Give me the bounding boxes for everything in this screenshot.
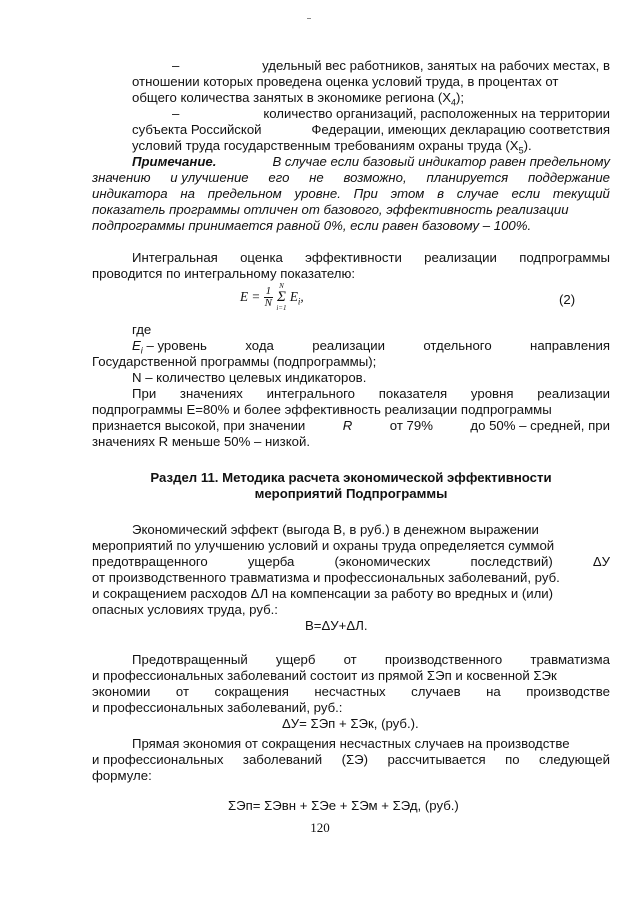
- formula-2: [240, 282, 304, 318]
- text: признается высокой, при значении: [92, 418, 306, 433]
- text: В случае если базовый индикатор равен предельному: [272, 154, 610, 169]
- word: от: [175, 684, 190, 699]
- text: субъекта Российской: [132, 122, 262, 137]
- word: травматизма: [530, 652, 610, 667]
- word: ущерба: [247, 554, 295, 569]
- word: Предотвращенный: [132, 652, 248, 667]
- text: удельный вес работников, занятых на рабочих местах, в: [262, 58, 610, 73]
- word: показателя: [378, 386, 448, 401]
- subscript: 5: [518, 145, 524, 156]
- effect-line3: [92, 554, 610, 570]
- word: планируется: [426, 170, 509, 185]
- sum-upper: N: [279, 282, 284, 290]
- subscript: 4: [451, 97, 457, 108]
- direct-formula: ΣЭп= ΣЭвн + ΣЭе + ΣЭм + ΣЭд, (руб.): [228, 798, 459, 813]
- note-line2: [92, 170, 610, 186]
- word: При: [353, 186, 378, 201]
- word: индикатора: [92, 186, 168, 201]
- word: (ΣЭ): [341, 752, 368, 767]
- text: ,: [300, 289, 304, 304]
- formula-number: (2): [559, 292, 576, 307]
- word: случае: [456, 186, 499, 201]
- text: до 50% – средней, при: [470, 418, 610, 433]
- word: и улучшение: [170, 170, 249, 185]
- sum-lower: i=1: [276, 304, 287, 312]
- word: заболеваний: [242, 752, 323, 767]
- word: При: [132, 386, 157, 401]
- note-line3: [92, 186, 610, 202]
- word: отдельного: [423, 338, 492, 353]
- r-line3: [92, 418, 610, 434]
- effect-line1: Экономический эффект (выгода В, в руб.) в денежном выражении: [132, 522, 539, 537]
- word: на: [180, 186, 195, 201]
- integral-line1: [132, 250, 610, 266]
- r-line4: значениях R меньше 50% – низкой.: [92, 434, 310, 449]
- effect-line2: мероприятий по улучшению условий и охраны труда определяется суммой: [92, 538, 555, 553]
- word: несчастных: [314, 684, 386, 699]
- where-label: где: [132, 322, 152, 337]
- text: Федерации, имеющих декларацию соответствия: [311, 122, 610, 137]
- effect-line4: от производственного травматизма и профессиональных заболеваний, руб.: [92, 570, 560, 585]
- word: (экономических: [334, 554, 431, 569]
- word: предотвращенного: [92, 554, 208, 569]
- prevented-line1: [132, 652, 610, 668]
- word: уровня: [470, 386, 514, 401]
- word: в: [437, 186, 445, 201]
- sum-sign: N Σ i=1: [276, 282, 287, 312]
- integral-line2: проводится по интегральному показателю:: [92, 266, 356, 281]
- word: если: [511, 186, 541, 201]
- p2-line2: [132, 122, 610, 138]
- word: направления: [530, 338, 610, 353]
- direct-line3: формуле:: [92, 768, 152, 783]
- p2-line3: [132, 138, 532, 154]
- word: случаев: [411, 684, 461, 699]
- word: следующей: [539, 752, 610, 767]
- formula-lhs: E =: [240, 289, 261, 304]
- scan-mark: [307, 18, 311, 19]
- r-line2: подпрограммы E=80% и более эффективность реализации подпрограммы: [92, 402, 552, 417]
- word: реализации: [537, 386, 610, 401]
- direct-line1: Прямая экономия от сокращения несчастных случаев на производстве: [132, 736, 570, 751]
- word: ущерб: [275, 652, 316, 667]
- word: экономии: [92, 684, 151, 699]
- subscript: i: [140, 345, 143, 356]
- effect-line5: и сокращением расходов ΔЛ на компенсации за работу во вредных и (или): [92, 586, 554, 601]
- word: интегрального: [266, 386, 356, 401]
- term: E: [289, 289, 298, 304]
- prevented-line3: [92, 684, 610, 700]
- prevented-line2: и профессиональных заболеваний состоит из прямой ΣЭп и косвенной ΣЭк: [92, 668, 557, 683]
- subscript: i: [297, 296, 301, 307]
- word: текущий: [552, 186, 610, 201]
- page-number: 120: [310, 820, 330, 835]
- symbol: E: [132, 338, 141, 353]
- section-title-line2: мероприятий Подпрограммы: [254, 486, 448, 501]
- effect-formula: В=ΔУ+ΔЛ.: [305, 618, 368, 633]
- word: не: [309, 170, 324, 185]
- p1-line3: [132, 90, 464, 106]
- word: предельном: [207, 186, 282, 201]
- text: количество организаций, расположенных на территории: [263, 106, 610, 121]
- word: эффективности: [305, 250, 402, 265]
- section-title-line1: Раздел 11. Методика расчета экономической эффективности: [150, 470, 552, 485]
- denominator: N: [264, 296, 272, 309]
- direct-line2: [92, 752, 610, 768]
- note-heading: Примечание.: [132, 154, 217, 169]
- word: хода: [245, 338, 274, 353]
- word: значению: [92, 170, 151, 185]
- text: – уровень: [146, 338, 207, 353]
- prevented-formula: ΔУ= ΣЭп + ΣЭк, (руб.).: [282, 716, 419, 731]
- word: Интегральная: [132, 250, 218, 265]
- word: производственного: [384, 652, 503, 667]
- word: ΔУ: [592, 554, 610, 569]
- word: сокращения: [214, 684, 289, 699]
- word: этом: [390, 186, 425, 201]
- note-line5: подпрограммы принимается равной 0%, если равен базовому – 100%.: [92, 218, 532, 233]
- note-line4: показатель программы отличен от базового, эффективность реализации: [92, 202, 569, 217]
- word: рассчитывается: [387, 752, 486, 767]
- word: по: [505, 752, 520, 767]
- word: значениях: [179, 386, 243, 401]
- fraction: [264, 286, 274, 309]
- word: поддержание: [527, 170, 610, 185]
- word: реализации: [424, 250, 497, 265]
- dash: –: [172, 58, 180, 73]
- p1-line1: [172, 58, 610, 74]
- word: подпрограммы: [519, 250, 610, 265]
- word: уровне.: [294, 186, 341, 201]
- effect-line6: опасных условиях труда, руб.:: [92, 602, 278, 617]
- text: общего количества занятых в экономике региона (X: [132, 90, 452, 105]
- n-line: N – количество целевых индикаторов.: [132, 370, 367, 385]
- text: );: [456, 90, 465, 105]
- word: реализации: [312, 338, 385, 353]
- text: ).: [523, 138, 532, 153]
- p2-line1: [172, 106, 610, 122]
- note-line1: [132, 154, 610, 170]
- word: на: [486, 684, 501, 699]
- ei-line2: Государственной программы (подпрограммы);: [92, 354, 377, 369]
- word: и профессиональных: [92, 752, 224, 767]
- dash: –: [172, 106, 180, 121]
- prevented-line4: и профессиональных заболеваний, руб.:: [92, 700, 343, 715]
- word: производстве: [526, 684, 610, 699]
- word: оценка: [240, 250, 283, 265]
- word: возможно,: [343, 170, 407, 185]
- numerator: 1: [265, 284, 272, 297]
- word: от: [343, 652, 357, 667]
- text: условий труда государственным требованиям охраны труда (X: [132, 138, 519, 153]
- symbol: R: [342, 418, 353, 433]
- p1-line2: отношении которых проведена оценка условий труда, в процентах от: [132, 74, 559, 89]
- word: его: [268, 170, 290, 185]
- ei-line: [132, 338, 610, 354]
- word: последствий): [470, 554, 553, 569]
- text: от 79%: [389, 418, 433, 433]
- r-line1: [132, 386, 610, 402]
